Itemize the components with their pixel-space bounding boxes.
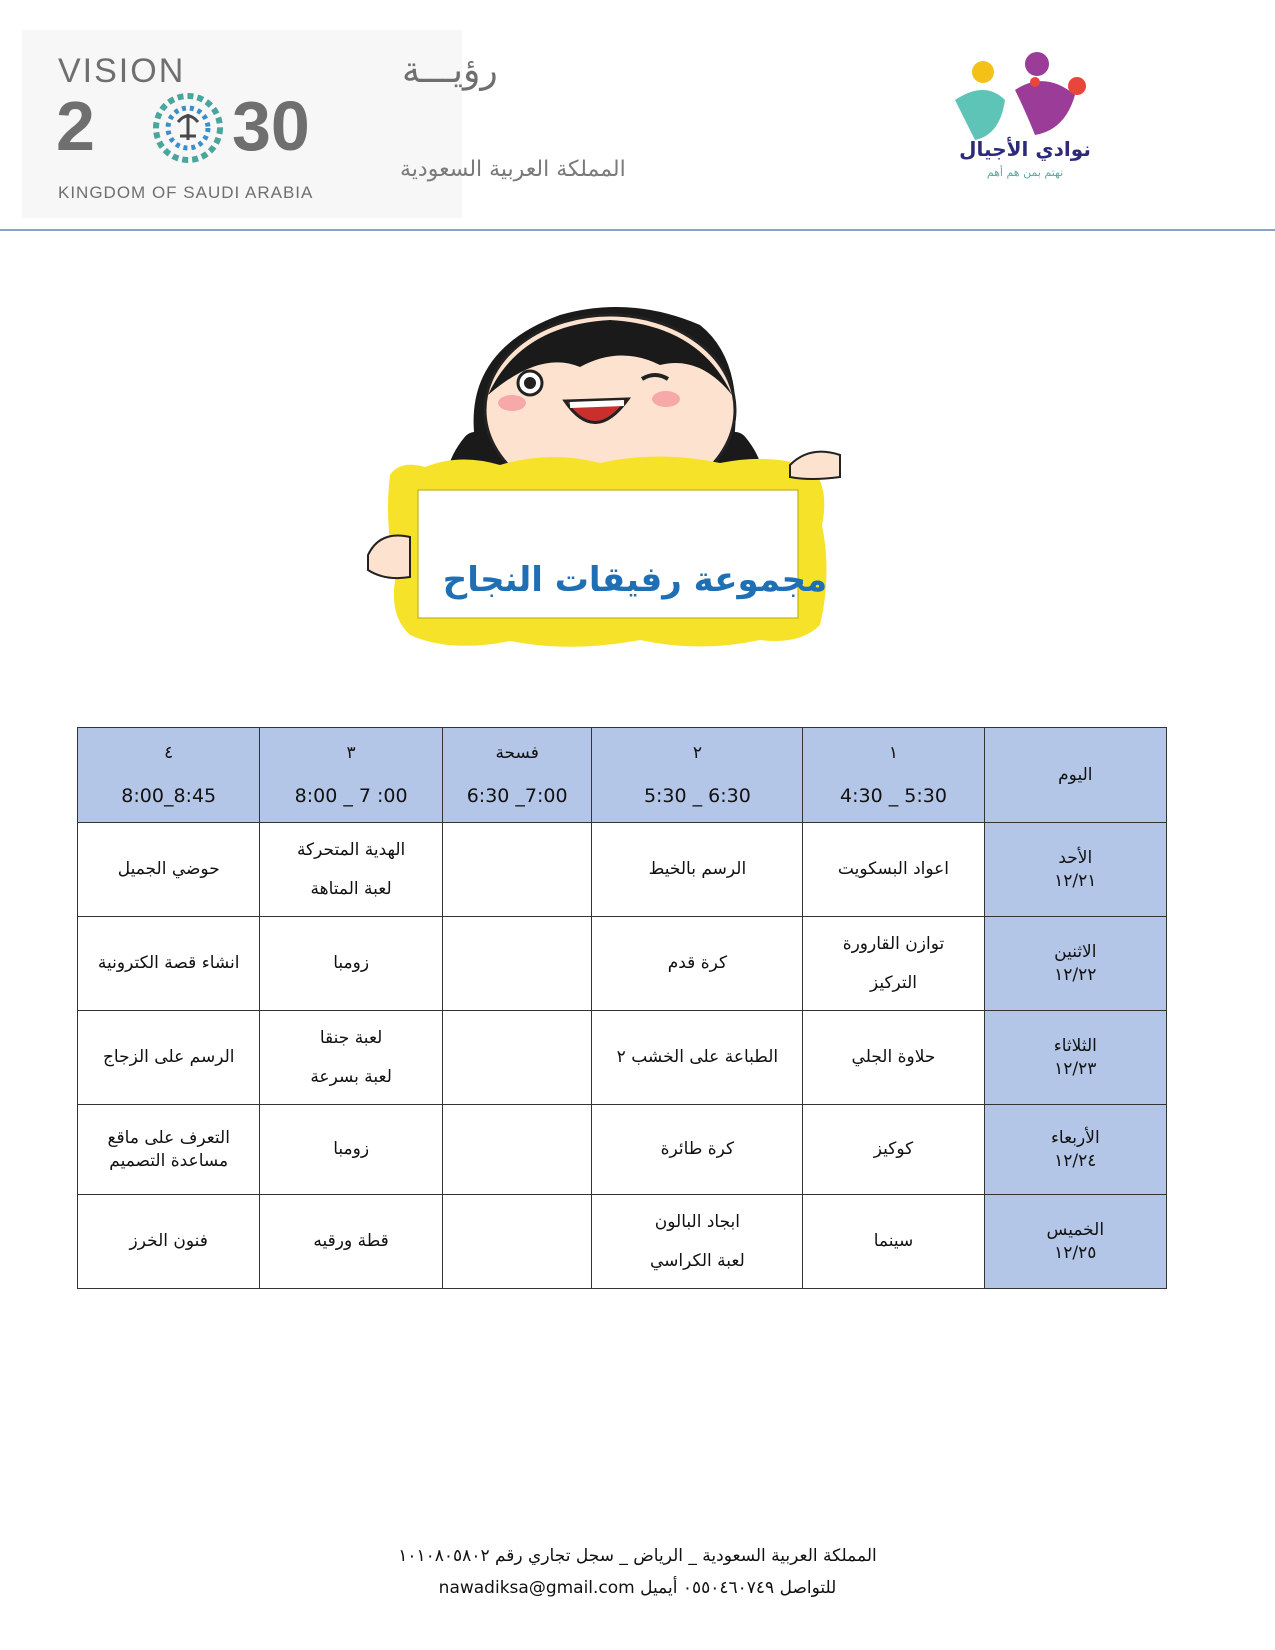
table-row [78, 1195, 1167, 1289]
footer-address: المملكة العربية السعودية _ الرياض _ سجل تجاري رقم ١٠١٠٨٠٥٨٠٢ [398, 1546, 877, 1566]
table-row [78, 917, 1167, 1011]
activity-cell: حلاوة الجلي [803, 1011, 984, 1105]
country-arabic: المملكة العربية السعودية [400, 157, 626, 182]
footer [0, 1540, 1275, 1605]
day-cell: الأحد ١٢/٢١ [984, 823, 1166, 917]
break-cell [442, 1011, 592, 1105]
activity-cell: زومبا [260, 1105, 442, 1195]
activity-cell: حوضي الجميل [78, 823, 260, 917]
activity-cell: ابجاد البالون لعبة الكراسي [592, 1195, 803, 1289]
activity-cell: التعرف على ماقع مساعدة التصميم [78, 1105, 260, 1195]
header-period-3: ٣ 8:00 _ 7 :00 [260, 728, 442, 823]
table-header-row [78, 728, 1167, 823]
activity-cell: سينما [803, 1195, 984, 1289]
break-cell [442, 917, 592, 1011]
header-period-4: ٤ 8:00_8:45 [78, 728, 260, 823]
activity-cell: توازن القارورة التركيز [803, 917, 984, 1011]
activity-cell: الرسم بالخيط [592, 823, 803, 917]
break-cell [442, 1195, 592, 1289]
year-two: 2 [56, 87, 95, 165]
year-thirty: 30 [232, 87, 310, 165]
activity-cell: كوكيز [803, 1105, 984, 1195]
activity-cell: قطة ورقيه [260, 1195, 442, 1289]
day-cell: الاثنين ١٢/٢٢ [984, 917, 1166, 1011]
nawadi-name: نوادي الأجيال [959, 137, 1091, 161]
nawadi-logo [925, 40, 1125, 200]
activity-cell: كرة طائرة [592, 1105, 803, 1195]
header-period-2: ٢ 5:30 _ 6:30 [592, 728, 803, 823]
day-cell: الخميس ١٢/٢٥ [984, 1195, 1166, 1289]
nawadi-figures-icon [925, 40, 1125, 200]
vision-arabic: رؤيـــة [402, 50, 498, 91]
day-cell: الثلاثاء ١٢/٢٣ [984, 1011, 1166, 1105]
vision-latin: VISION [58, 52, 186, 90]
break-cell [442, 823, 592, 917]
activity-cell: لعبة جنقا لعبة بسرعة [260, 1011, 442, 1105]
country-english: KINGDOM OF SAUDI ARABIA [58, 183, 314, 202]
break-cell [442, 1105, 592, 1195]
schedule-table [77, 727, 1167, 1289]
activity-cell: فنون الخرز [78, 1195, 260, 1289]
vision-2030-logo [22, 30, 626, 218]
activity-cell: انشاء قصة الكترونية [78, 917, 260, 1011]
table-row [78, 1011, 1167, 1105]
activity-cell: الهدية المتحركة لعبة المتاهة [260, 823, 442, 917]
nawadi-tagline: نهتم بمن هم أهم [986, 166, 1064, 179]
vision-2030-emblem [22, 30, 626, 218]
day-cell: الأربعاء ١٢/٢٤ [984, 1105, 1166, 1195]
palm-emblem-icon [156, 96, 220, 160]
mascot-illustration [370, 295, 890, 685]
header-day: اليوم [984, 728, 1166, 823]
activity-cell: اعواد البسكويت [803, 823, 984, 917]
activity-cell: كرة قدم [592, 917, 803, 1011]
page-title: مجموعة رفيقات النجاح [442, 560, 828, 600]
table-row [78, 823, 1167, 917]
girl-holding-sign-icon [370, 295, 890, 685]
activity-cell: الرسم على الزجاج [78, 1011, 260, 1105]
header-break: فسحة 6:30 _7:00 [442, 728, 592, 823]
header-divider [0, 229, 1275, 231]
activity-cell: زومبا [260, 917, 442, 1011]
footer-contact: للتواصل ٠٥٥٠٤٦٠٧٤٩ أيميل nawadiksa@gmail.com [438, 1578, 837, 1599]
header-period-1: ١ 4:30 _ 5:30 [803, 728, 984, 823]
activity-cell: الطباعة على الخشب ٢ [592, 1011, 803, 1105]
table-row [78, 1105, 1167, 1195]
